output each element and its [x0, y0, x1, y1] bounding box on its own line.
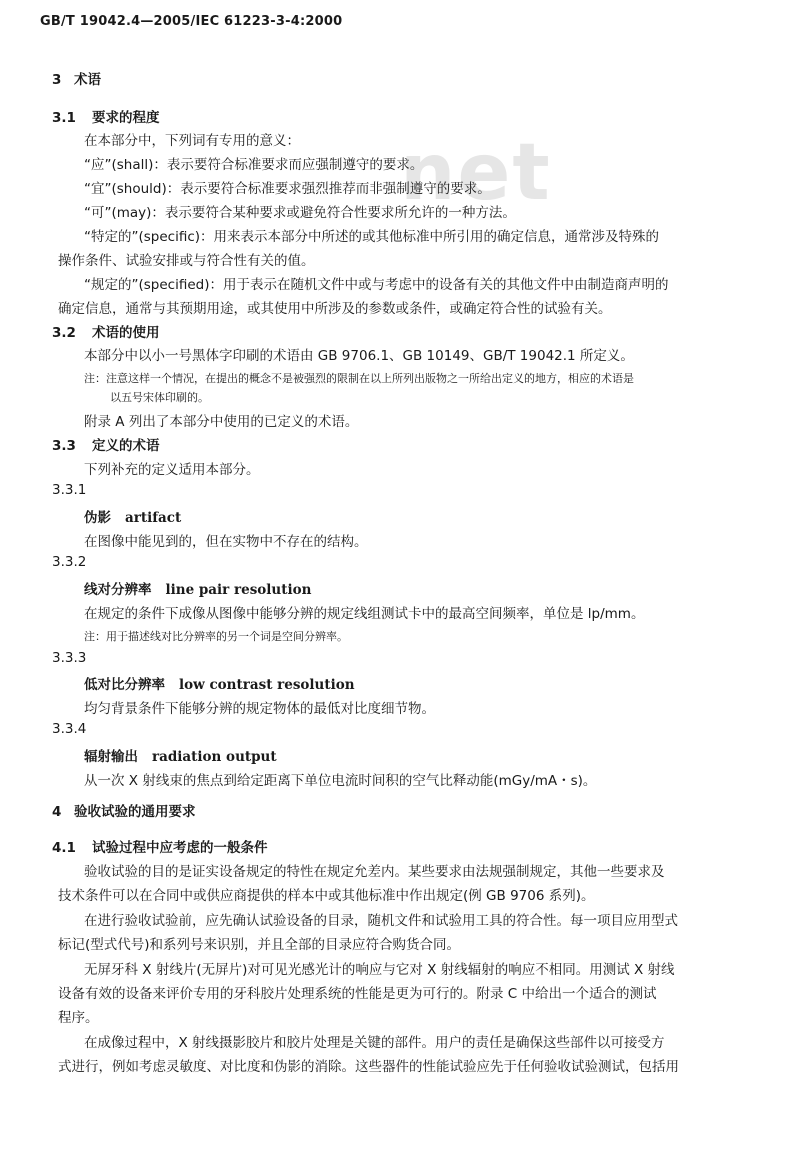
paragraph: 在本部分中，下列词有专用的意义： — [84, 133, 300, 149]
page-header: GB/T 19042.4—2005/IEC 61223-3-4:2000 — [40, 14, 343, 29]
section-4-heading: 4 验收试验的通用要求 — [52, 804, 196, 820]
paragraph: 操作条件、试验安排或与符合性有关的值。 — [58, 253, 315, 269]
paragraph: 验收试验的目的是证实设备规定的特性在规定允差内。某些要求由法规强制规定，其他一些要求及 — [84, 864, 665, 880]
section-3-heading: 3 术语 — [52, 72, 101, 88]
paragraph: 标记(型式代号)和系列号来识别，并且全部的目录应符合购货合同。 — [58, 937, 461, 953]
definition-term: 低对比分辨率 low contrast resolution — [84, 677, 355, 693]
paragraph: “应”(shall)：表示要符合标准要求而应强制遵守的要求。 — [84, 157, 424, 173]
watermark: net — [400, 128, 552, 218]
definition-number: 3.3.4 — [52, 721, 87, 737]
paragraph: 在成像过程中，X 射线摄影胶片和胶片处理是关键的部件。用户的责任是确保这些部件以可接受方 — [84, 1035, 665, 1051]
paragraph: 无屏牙科 X 射线片(无屏片)对可见光感光计的响应与它对 X 射线辐射的响应不相同。用测试 X 射线 — [84, 962, 675, 978]
paragraph: 附录 A 列出了本部分中使用的已定义的术语。 — [84, 414, 359, 430]
definition-number: 3.3.3 — [52, 650, 87, 666]
note: 注：注意这样一个情况，在提出的概念不是被强烈的限制在以上所列出版物之一所给出定义的地方，相应的术语是 — [84, 372, 634, 385]
note: 以五号宋体印刷的。 — [110, 391, 209, 404]
definition-text: 在图像中能见到的，但在实物中不存在的结构。 — [84, 534, 368, 550]
section-3-3-heading: 3.3 定义的术语 — [52, 438, 160, 454]
definition-term: 辐射输出 radiation output — [84, 749, 277, 765]
paragraph: 本部分中以小一号黑体字印刷的术语由 GB 9706.1、GB 10149、GB/T 19042.1 所定义。 — [84, 348, 634, 364]
definition-text: 在规定的条件下成像从图像中能够分辨的规定线组测试卡中的最高空间频率，单位是 lp/mm。 — [84, 606, 645, 622]
definition-text: 均匀背景条件下能够分辨的规定物体的最低对比度细节物。 — [84, 701, 435, 717]
paragraph: 在进行验收试验前，应先确认试验设备的目录，随机文件和试验用工具的符合性。每一项目应用型式 — [84, 913, 678, 929]
paragraph: 确定信息，通常与其预期用途，或其使用中所涉及的参数或条件，或确定符合性的试验有关。 — [58, 301, 612, 317]
definition-text: 从一次 X 射线束的焦点到给定距离下单位电流时间积的空气比释动能(mGy/mA・s)。 — [84, 773, 597, 789]
paragraph: 式进行，例如考虑灵敏度、对比度和伪影的消除。这些器件的性能试验应先于任何验收试验测试，包括用 — [58, 1059, 679, 1075]
paragraph: “特定的”(specific)：用来表示本部分中所述的或其他标准中所引用的确定信息，通常涉及特殊的 — [84, 229, 660, 245]
definition-number: 3.3.1 — [52, 482, 87, 498]
section-3-1-heading: 3.1 要求的程度 — [52, 110, 160, 126]
note: 注：用于描述线对比分辨率的另一个词是空间分辨率。 — [84, 630, 348, 643]
paragraph: 设备有效的设备来评价专用的牙科胶片处理系统的性能是更为可行的。附录 C 中给出一个适合的测试 — [58, 986, 657, 1002]
paragraph: 下列补充的定义适用本部分。 — [84, 462, 260, 478]
section-3-2-heading: 3.2 术语的使用 — [52, 325, 160, 341]
paragraph: 技术条件可以在合同中或供应商提供的样本中或其他标准中作出规定(例 GB 9706 系列)。 — [58, 888, 595, 904]
section-4-1-heading: 4.1 试验过程中应考虑的一般条件 — [52, 840, 268, 856]
definition-term: 伪影 artifact — [84, 510, 182, 526]
paragraph: 程序。 — [58, 1010, 99, 1026]
definition-number: 3.3.2 — [52, 554, 87, 570]
paragraph: “可”(may)：表示要符合某种要求或避免符合性要求所允许的一种方法。 — [84, 205, 516, 221]
paragraph: “宜”(should)：表示要符合标准要求强烈推荐而非强制遵守的要求。 — [84, 181, 491, 197]
paragraph: “规定的”(specified)：用于表示在随机文件中或与考虑中的设备有关的其他文件中由制造商声明的 — [84, 277, 669, 293]
definition-term: 线对分辨率 line pair resolution — [84, 582, 312, 598]
